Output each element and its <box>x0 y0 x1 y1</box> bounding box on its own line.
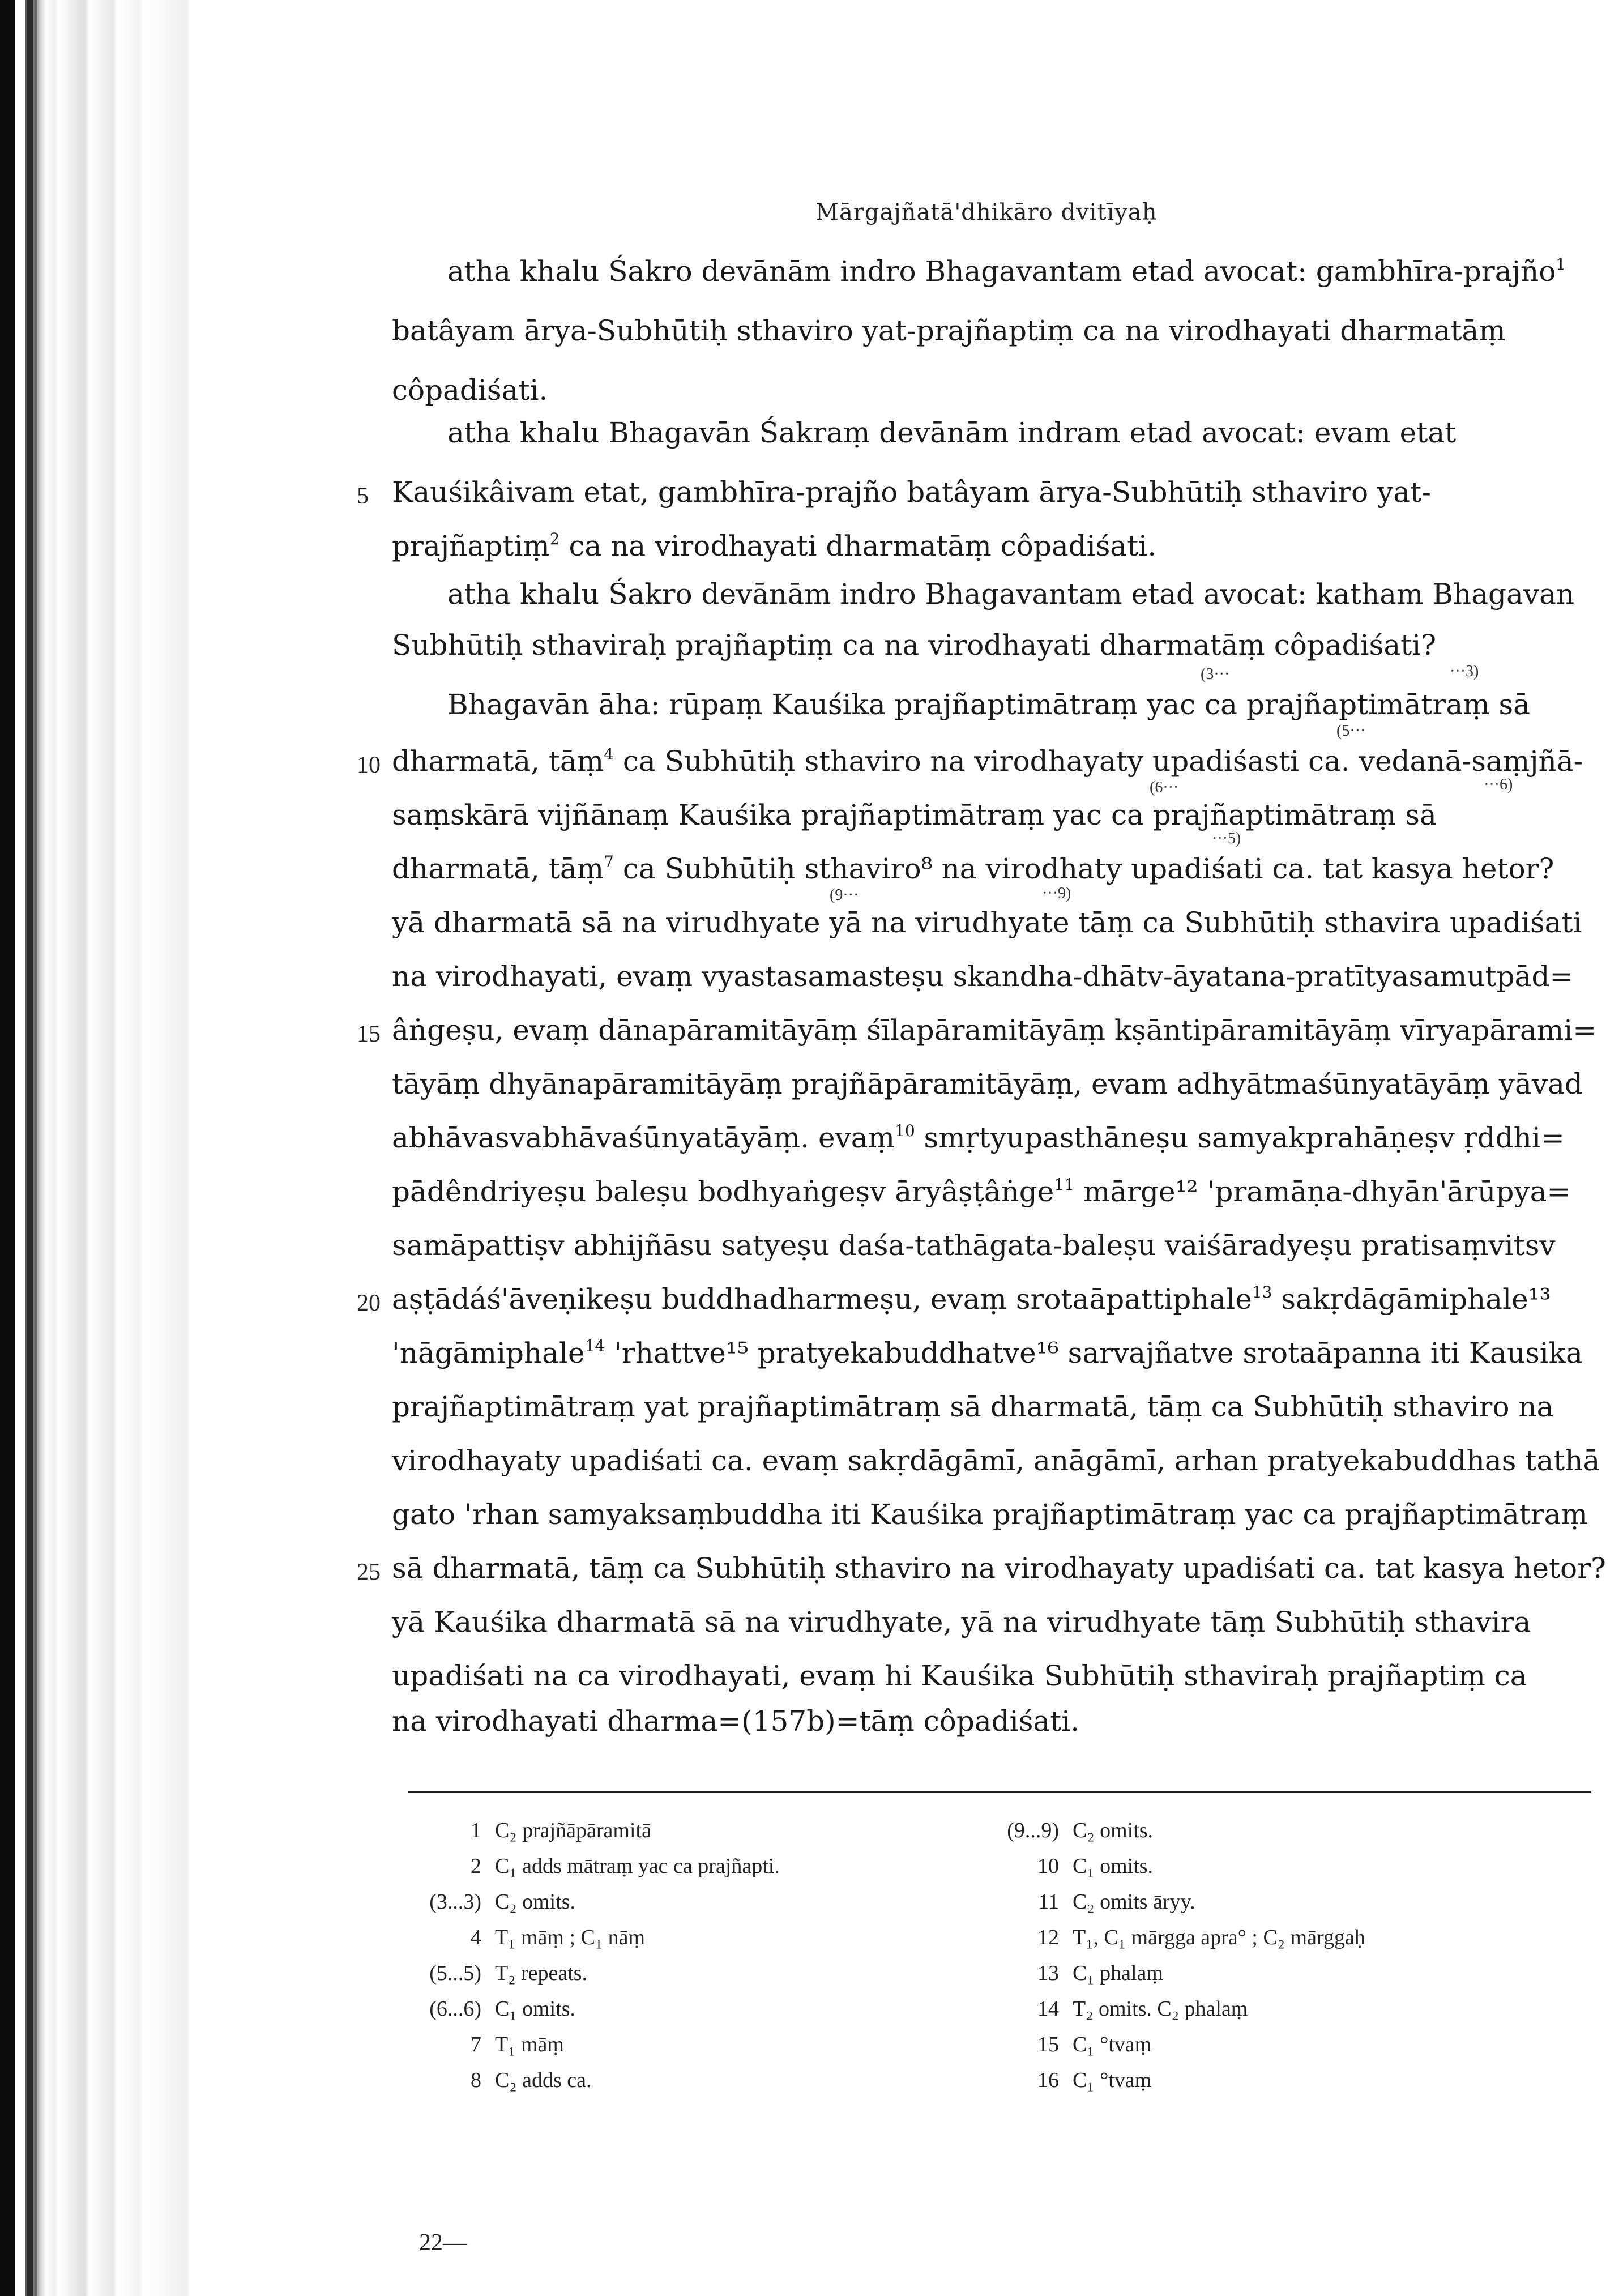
footnote: 12 T₁, C₁ mārgga apra° ; C₂ mārggaḥ <box>1037 1926 1365 1949</box>
text-line: Bhagavān āha: rūpaṃ Kauśika prajñaptimātraṃ yac ca prajñaptimātraṃ sā <box>447 688 1530 721</box>
footnote: (3...3) C₂ omits. <box>429 1890 576 1914</box>
text-line: Subhūtiḥ sthaviraḥ prajñaptiṃ ca na virodhayati dharmatāṃ côpadiśati? <box>392 629 1437 662</box>
collation-mark: (5··· <box>1336 722 1366 740</box>
text-line: na virodhayati, evaṃ vyastasamasteṣu skandha-dhātv-āyatana-pratītyasamutpād= <box>392 960 1574 993</box>
text-line: tāyāṃ dhyānapāramitāyāṃ prajñāpāramitāyāṃ, evam adhyātmaśūnyatāyāṃ yāvad <box>392 1068 1583 1100</box>
footnote: 14 T₂ omits. C₂ phalaṃ <box>1037 1997 1248 2021</box>
running-head: Mārgajñatā'dhikāro dvitīyaḥ <box>815 199 1158 225</box>
binding-shadow <box>0 0 15 2296</box>
binding-edge <box>0 0 227 2296</box>
footnote: 10 C₁ omits. <box>1037 1854 1154 1878</box>
text-line: Kauśikâivam etat, gambhīra-prajño batâyam ārya-Subhūtiḥ sthaviro yat- <box>392 476 1432 509</box>
text-line: yā Kauśika dharmatā sā na virudhyate, yā na virudhyate tāṃ Subhūtiḥ sthavira <box>392 1606 1531 1638</box>
text-line: gato 'rhan samyaksaṃbuddha iti Kauśika prajñaptimātraṃ yac ca prajñaptimātraṃ <box>392 1498 1588 1531</box>
text-line: saṃskārā vijñānaṃ Kauśika prajñaptimātraṃ yac ca prajñaptimātraṃ sā <box>392 799 1437 831</box>
line-number: 25 <box>357 1559 381 1585</box>
footnote-rule <box>408 1791 1591 1793</box>
text-line: côpadiśati. <box>392 374 548 407</box>
binding-stripe <box>35 0 37 2296</box>
collation-mark: (9··· <box>830 886 859 904</box>
text-line: atha khalu Śakro devānām indro Bhagavantam etad avocat: gambhīra-prajño$^1$ <box>447 255 1566 288</box>
text-line: atha khalu Bhagavān Śakraṃ devānām indram etad avocat: evam etat <box>447 416 1457 449</box>
text-line: abhāvasvabhāvaśūnyatāyāṃ. evaṃ$^{10}$ smṛtyupasthāneṣu samyakprahāṇeṣv ṛddhi= <box>392 1121 1565 1154</box>
text-line: upadiśati na ca virodhayati, evaṃ hi Kauśika Subhūtiḥ sthaviraḥ prajñaptiṃ ca <box>392 1659 1527 1692</box>
footnote: 11 C₂ omits āryy. <box>1038 1890 1195 1914</box>
collation-mark: (3··· <box>1201 665 1230 683</box>
collation-mark: ···6) <box>1484 776 1513 793</box>
footnote: 13 C₁ phalaṃ <box>1037 1961 1163 1985</box>
text-line: atha khalu Śakro devānām indro Bhagavantam etad avocat: katham Bhagavan <box>447 578 1575 611</box>
line-number: 15 <box>357 1021 381 1047</box>
text-line: prajñaptiṃ$^2$ ca na virodhayati dharmatāṃ côpadiśati. <box>392 530 1157 562</box>
collation-mark: ···9) <box>1042 885 1071 902</box>
line-number: 10 <box>357 752 381 778</box>
text-line: dharmatā, tāṃ$^4$ ca Subhūtiḥ sthaviro na virodhayaty upadiśasti ca. vedanā-saṃjñā- <box>392 745 1583 778</box>
line-number: 20 <box>357 1290 381 1316</box>
page-number: 22— <box>419 2230 467 2256</box>
text-line: virodhayaty upadiśati ca. evaṃ sakṛdāgāmī, anāgāmī, arhan pratyekabuddhas tathā <box>392 1444 1600 1477</box>
collation-mark: (6··· <box>1150 779 1179 796</box>
text-line: na virodhayati dharma=(157b)=tāṃ côpadiśati. <box>392 1705 1080 1738</box>
text-line: 'nāgāmiphale$^{14}$ 'rhattve¹⁵ pratyekabuddhatve¹⁶ sarvajñatve srotaāpanna iti Kausika <box>392 1337 1583 1369</box>
footnote: 4 T₁ māṃ ; C₁ nāṃ <box>471 1926 646 1949</box>
text-line: samāpattiṣv abhijñāsu satyeṣu daśa-tathāgata-baleṣu vaiśāradyeṣu pratisaṃvitsv <box>392 1229 1556 1262</box>
footnote: 1 C₂ prajñāpāramitā <box>471 1819 651 1842</box>
text-line: sā dharmatā, tāṃ ca Subhūtiḥ sthaviro na virodhayaty upadiśati ca. tat kasya hetor? <box>392 1552 1606 1585</box>
collation-mark: ···3) <box>1450 663 1479 680</box>
binding-stripe <box>27 0 33 2296</box>
footnote: 7 T₁ māṃ <box>471 2033 564 2056</box>
footnote: 2 C₁ adds mātraṃ yac ca prajñapti. <box>471 1854 780 1878</box>
footnote: (5...5) T₂ repeats. <box>429 1961 588 1985</box>
line-number: 5 <box>357 483 369 509</box>
text-line: yā dharmatā sā na virudhyate yā na virudhyate tāṃ ca Subhūtiḥ sthavira upadiśati <box>392 906 1582 939</box>
footnote: 8 C₂ adds ca. <box>471 2068 592 2092</box>
text-line: prajñaptimātraṃ yat prajñaptimātraṃ sā dharmatā, tāṃ ca Subhūtiḥ sthaviro na <box>392 1390 1554 1423</box>
text-line: pādêndriyeṣu baleṣu bodhyaṅgeṣv āryâṣṭâṅge$^{11}$ mārge¹² 'pramāṇa-dhyān'ārūpya= <box>392 1175 1571 1208</box>
text-line: âṅgeṣu, evaṃ dānapāramitāyāṃ śīlapāramitāyāṃ kṣāntipāramitāyāṃ vīryapārami= <box>392 1014 1597 1047</box>
footnote: (6...6) C₁ omits. <box>429 1997 576 2021</box>
footnote: 15 C₁ °tvaṃ <box>1037 2033 1152 2056</box>
footnote: 16 C₁ °tvaṃ <box>1037 2068 1152 2092</box>
footnote: (9...9) C₂ omits. <box>1007 1819 1154 1842</box>
text-line: dharmatā, tāṃ$^7$ ca Subhūtiḥ sthaviro⁸ na virodhaty upadiśati ca. tat kasya hetor? <box>392 852 1554 885</box>
text-line: batâyam ārya-Subhūtiḥ sthaviro yat-prajñaptiṃ ca na virodhayati dharmatāṃ <box>392 314 1506 347</box>
text-line: aṣṭādáś'āveṇikeṣu buddhadharmeṣu, evaṃ srotaāpattiphale$^{13}$ sakṛdāgāmiphale¹³ <box>392 1283 1551 1316</box>
collation-mark: ···5) <box>1212 830 1241 847</box>
